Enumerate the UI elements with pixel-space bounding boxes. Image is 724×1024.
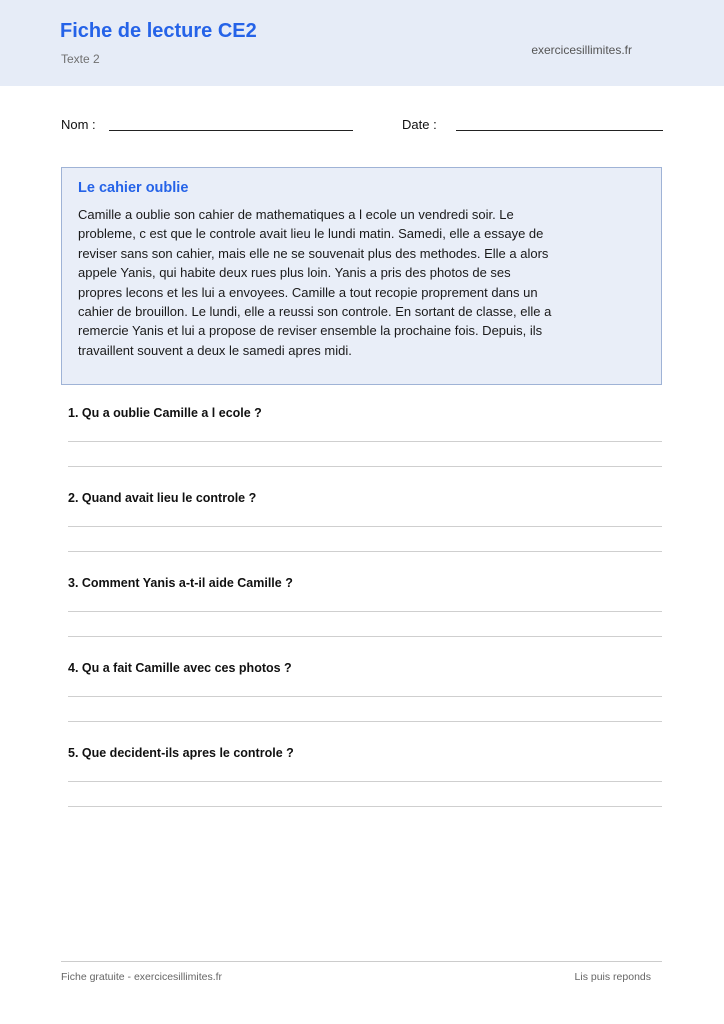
answer-line[interactable] xyxy=(68,636,662,637)
story-title: Le cahier oublie xyxy=(78,180,189,196)
date-label: Date : xyxy=(402,117,437,132)
question-4: 4. Qu a fait Camille avec ces photos ? xyxy=(68,661,292,675)
question-5: 5. Que decident-ils apres le controle ? xyxy=(68,746,294,760)
answer-line[interactable] xyxy=(68,526,662,527)
footer-left-text: Fiche gratuite - exercicesillimites.fr xyxy=(61,971,223,983)
page-title: Fiche de lecture CE2 xyxy=(60,20,257,42)
question-1: 1. Qu a oublie Camille a l ecole ? xyxy=(68,406,262,420)
answer-line[interactable] xyxy=(68,696,662,697)
answer-line[interactable] xyxy=(68,806,662,807)
answer-line[interactable] xyxy=(68,441,662,442)
story-box xyxy=(61,167,662,385)
date-field-line[interactable] xyxy=(456,130,663,131)
footer-right-text: Lis puis reponds xyxy=(574,971,651,983)
question-2: 2. Quand avait lieu le controle ? xyxy=(68,491,257,505)
footer-divider xyxy=(61,961,662,962)
name-label: Nom : xyxy=(61,117,96,132)
page-header xyxy=(0,0,724,86)
answer-line[interactable] xyxy=(68,611,662,612)
site-name: exercicesillimites.fr xyxy=(531,43,632,57)
name-field-line[interactable] xyxy=(109,130,353,131)
answer-line[interactable] xyxy=(68,551,662,552)
answer-line[interactable] xyxy=(68,721,662,722)
question-3: 3. Comment Yanis a-t-il aide Camille ? xyxy=(68,576,293,590)
answer-line[interactable] xyxy=(68,781,662,782)
story-text: Camille a oublie son cahier de mathematiques a l ecole un vendredi soir. Le probleme, c est que le controle avait lieu le lundi matin. Samedi, elle a essaye de reviser sans son cahier, mais elle ne se souvenait plus des methodes. Elle a alors appele Yanis, qui habite deux rues plus loin. Yanis a pris des photos de ses propres lecons et les lui a envoyees. Camille a tout recopie proprement dans un cahier de brouillon. Le lundi, elle a reussi son controle. En sortant de classe, elle a remercie Yanis et lui a propose de reviser ensemble la prochaine fois. Depuis, ils travaillent souvent a deux le samedi apres midi. xyxy=(78,207,552,358)
answer-line[interactable] xyxy=(68,466,662,467)
page-subtitle: Texte 2 xyxy=(61,52,100,66)
